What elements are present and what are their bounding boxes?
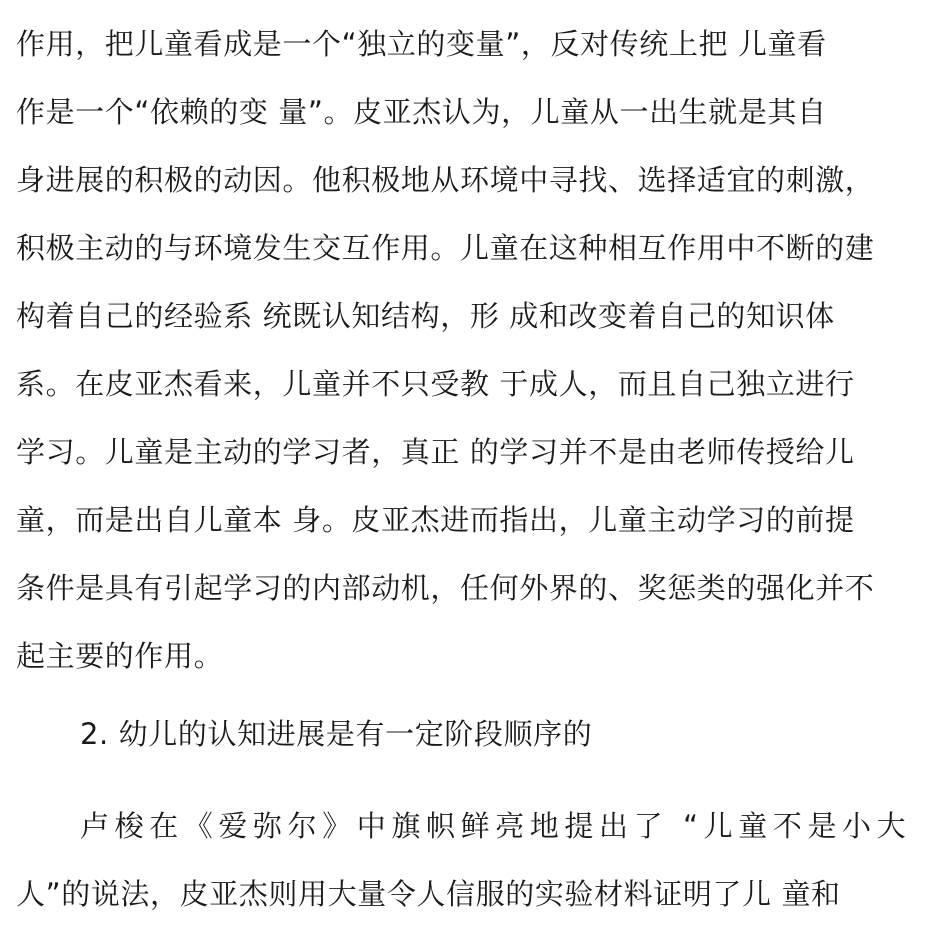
section-heading: 2. 幼儿的认知进展是有一定阶段顺序的 [80,717,593,751]
paragraph-line: 童，而是出自儿童本 身。皮亚杰进而指出，儿童主动学习的前提 [16,503,855,537]
paragraph-line: 身进展的积极的动因。他积极地从环境中寻找、选择适宜的刺激， [16,163,875,197]
paragraph-line: 学习。儿童是主动的学习者，真正 的学习并不是由老师传授给儿 [16,435,855,469]
paragraph-line: 卢梭在《爱弥尔》中旗帜鲜亮地提出了 “儿童不是小大 [80,809,912,843]
paragraph-line: 作是一个“依赖的变 量”。皮亚杰认为，儿童从一出生就是其自 [16,95,827,129]
paragraph-line: 条件是具有引起学习的内部动机，任何外界的、奖惩类的强化并不 [16,571,875,605]
paragraph-line: 人”的说法，皮亚杰则用大量令人信服的实验材料证明了儿 童和 [16,877,841,911]
paragraph-line: 作用，把儿童看成是一个“独立的变量”，反对传统上把 儿童看 [16,27,827,61]
paragraph-line: 积极主动的与环境发生交互作用。儿童在这种相互作用中不断的建 [16,231,875,265]
paragraph-line: 起主要的作用。 [16,639,224,673]
paragraph-line: 构着自己的经验系 统既认知结构，形 成和改变着自己的知识体 [16,299,835,333]
paragraph-line: 系。在皮亚杰看来，儿童并不只受教 于成人，而且自己独立进行 [16,367,855,401]
